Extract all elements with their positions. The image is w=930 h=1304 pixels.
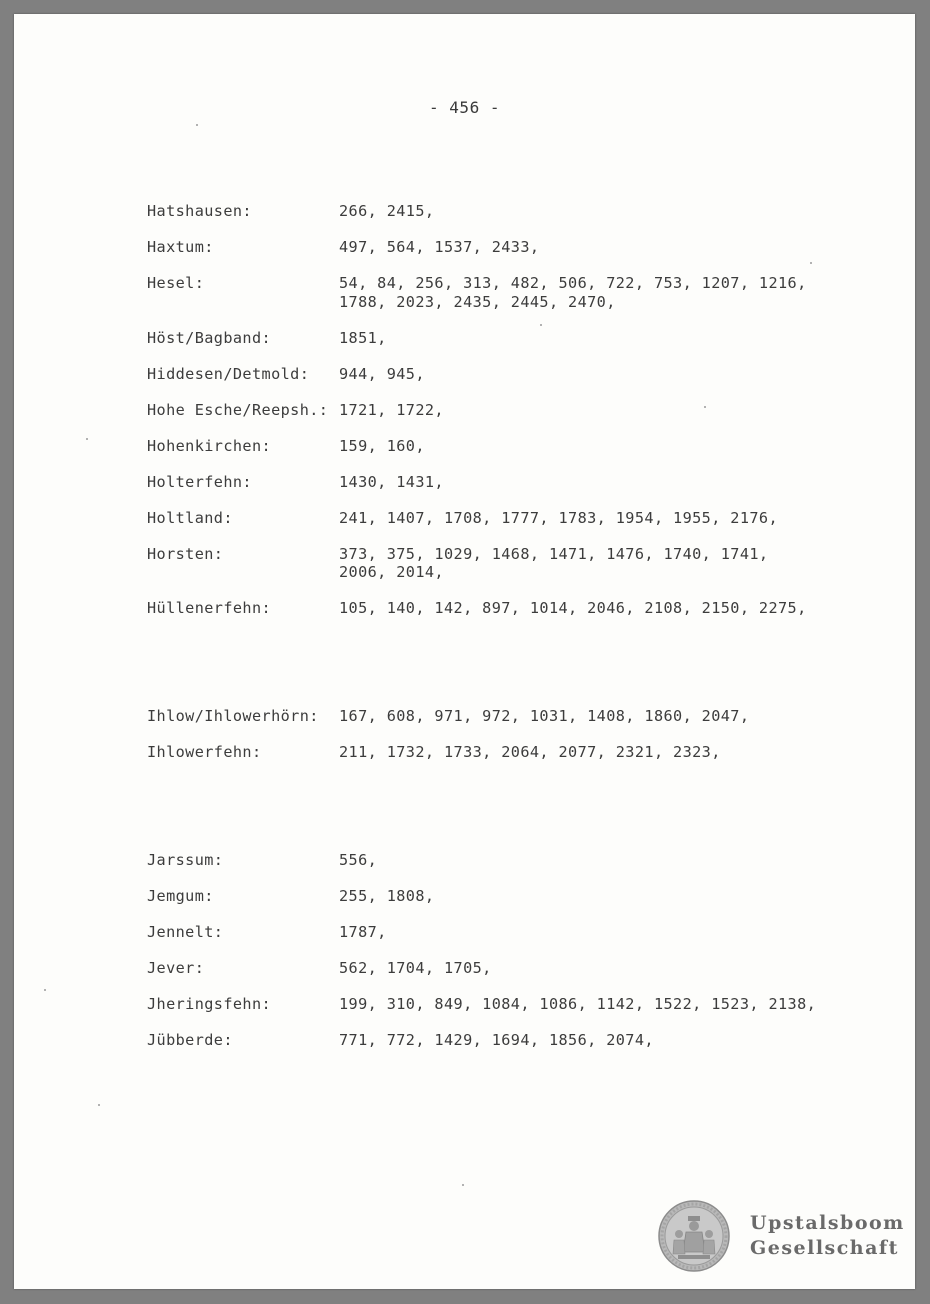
place-name: Jheringsfehn: (147, 995, 272, 1013)
reference-numbers (339, 923, 837, 942)
reference-numbers (339, 238, 837, 257)
reference-numbers (339, 437, 837, 456)
place-name: Hiddesen/Detmold: (147, 364, 310, 383)
index-entry (147, 437, 837, 456)
scan-speck (462, 1184, 464, 1186)
place-name: Haxtum: (147, 238, 214, 256)
reference-numbers (339, 851, 837, 870)
reference-numbers (339, 995, 837, 1014)
reference-numbers (339, 274, 837, 311)
index-entry (147, 599, 837, 618)
scan-speck (540, 324, 542, 326)
place-name: Ihlowerfehn: (147, 743, 262, 761)
reference-line: 167, 608, 971, 972, 1031, 1408, 1860, 2047, (339, 707, 750, 725)
place-name: Jennelt: (147, 923, 224, 941)
place-name: Holtland: (147, 508, 233, 527)
place-name: Ihlow/Ihlowerhörn: (147, 707, 319, 725)
index-entry (147, 887, 837, 906)
reference-line: 54, 84, 256, 313, 482, 506, 722, 753, 1207, 1216, (339, 274, 807, 292)
place-name: Hatshausen: (147, 202, 252, 220)
reference-line: 944, 945, (339, 364, 425, 383)
place-index (147, 202, 837, 1067)
reference-numbers (339, 545, 837, 582)
reference-line: 255, 1808, (339, 887, 435, 905)
index-entry (147, 274, 837, 311)
index-entry (147, 329, 837, 348)
index-entry (147, 545, 837, 582)
index-entry (147, 473, 837, 492)
index-entry (147, 959, 837, 978)
place-name: Hesel: (147, 274, 205, 292)
place-name: Höst/Bagband: (147, 328, 272, 347)
place-name: Jübberde: (147, 1031, 233, 1049)
reference-line: 266, 2415, (339, 202, 435, 220)
index-entry (147, 1031, 837, 1050)
reference-line: 2006, 2014, (339, 563, 444, 581)
scan-speck (98, 1104, 100, 1106)
reference-numbers (339, 202, 837, 221)
reference-numbers (339, 1031, 837, 1050)
index-entry (147, 851, 837, 870)
reference-line: 241, 1407, 1708, 1777, 1783, 1954, 1955, 2176, (339, 508, 779, 527)
index-entry (147, 743, 837, 762)
scan-speck (86, 438, 88, 440)
place-name: Hohenkirchen: (147, 436, 272, 455)
document-page (14, 14, 915, 1289)
place-name: Jarssum: (147, 851, 224, 869)
reference-line: 373, 375, 1029, 1468, 1471, 1476, 1740, 1741, (339, 544, 769, 563)
reference-numbers (339, 473, 837, 492)
scan-speck (44, 989, 46, 991)
reference-line: 1787, (339, 923, 387, 941)
place-name: Holterfehn: (147, 472, 252, 491)
reference-numbers (339, 365, 837, 384)
reference-numbers (339, 509, 837, 528)
logo-line-2: Gesellschaft (750, 1237, 899, 1259)
index-entry (147, 707, 837, 726)
reference-line: 1788, 2023, 2435, 2445, 2470, (339, 292, 616, 311)
reference-line: 105, 140, 142, 897, 1014, 2046, 2108, 2150, 2275, (339, 599, 807, 617)
reference-line: 556, (339, 851, 378, 869)
reference-numbers (339, 599, 837, 618)
reference-line: 1721, 1722, (339, 400, 444, 419)
reference-numbers (339, 743, 837, 762)
index-entry (147, 202, 837, 221)
seal-icon (658, 1200, 730, 1272)
scan-speck (196, 124, 198, 126)
upstalsboom-logo (658, 1198, 908, 1274)
index-entry (147, 401, 837, 420)
index-entry (147, 995, 837, 1014)
index-entry (147, 365, 837, 384)
group-separator (147, 635, 837, 707)
reference-line: 771, 772, 1429, 1694, 1856, 2074, (339, 1031, 654, 1049)
reference-line: 497, 564, 1537, 2433, (339, 238, 540, 256)
scan-speck (704, 406, 706, 408)
reference-line: 1851, (339, 328, 387, 347)
page-number: - 456 - (429, 98, 500, 117)
logo-text (750, 1211, 905, 1261)
place-name: Horsten: (147, 544, 224, 563)
group-separator (147, 779, 837, 851)
place-name: Hüllenerfehn: (147, 599, 272, 617)
reference-line: 562, 1704, 1705, (339, 959, 492, 977)
reference-line: 159, 160, (339, 436, 425, 455)
index-entry (147, 923, 837, 942)
place-name: Jemgum: (147, 887, 214, 905)
reference-numbers (339, 329, 837, 348)
index-entry (147, 509, 837, 528)
place-name: Jever: (147, 959, 205, 977)
reference-numbers (339, 401, 837, 420)
index-entry (147, 238, 837, 257)
reference-line: 199, 310, 849, 1084, 1086, 1142, 1522, 1523, 2138, (339, 995, 817, 1013)
reference-numbers (339, 707, 837, 726)
place-name: Hohe Esche/Reepsh.: (147, 400, 329, 419)
reference-numbers (339, 959, 837, 978)
scan-speck (810, 262, 812, 264)
reference-line: 1430, 1431, (339, 472, 444, 491)
logo-line-1: Upstalsboom (750, 1212, 905, 1234)
reference-line: 211, 1732, 1733, 2064, 2077, 2321, 2323, (339, 743, 721, 761)
reference-numbers (339, 887, 837, 906)
